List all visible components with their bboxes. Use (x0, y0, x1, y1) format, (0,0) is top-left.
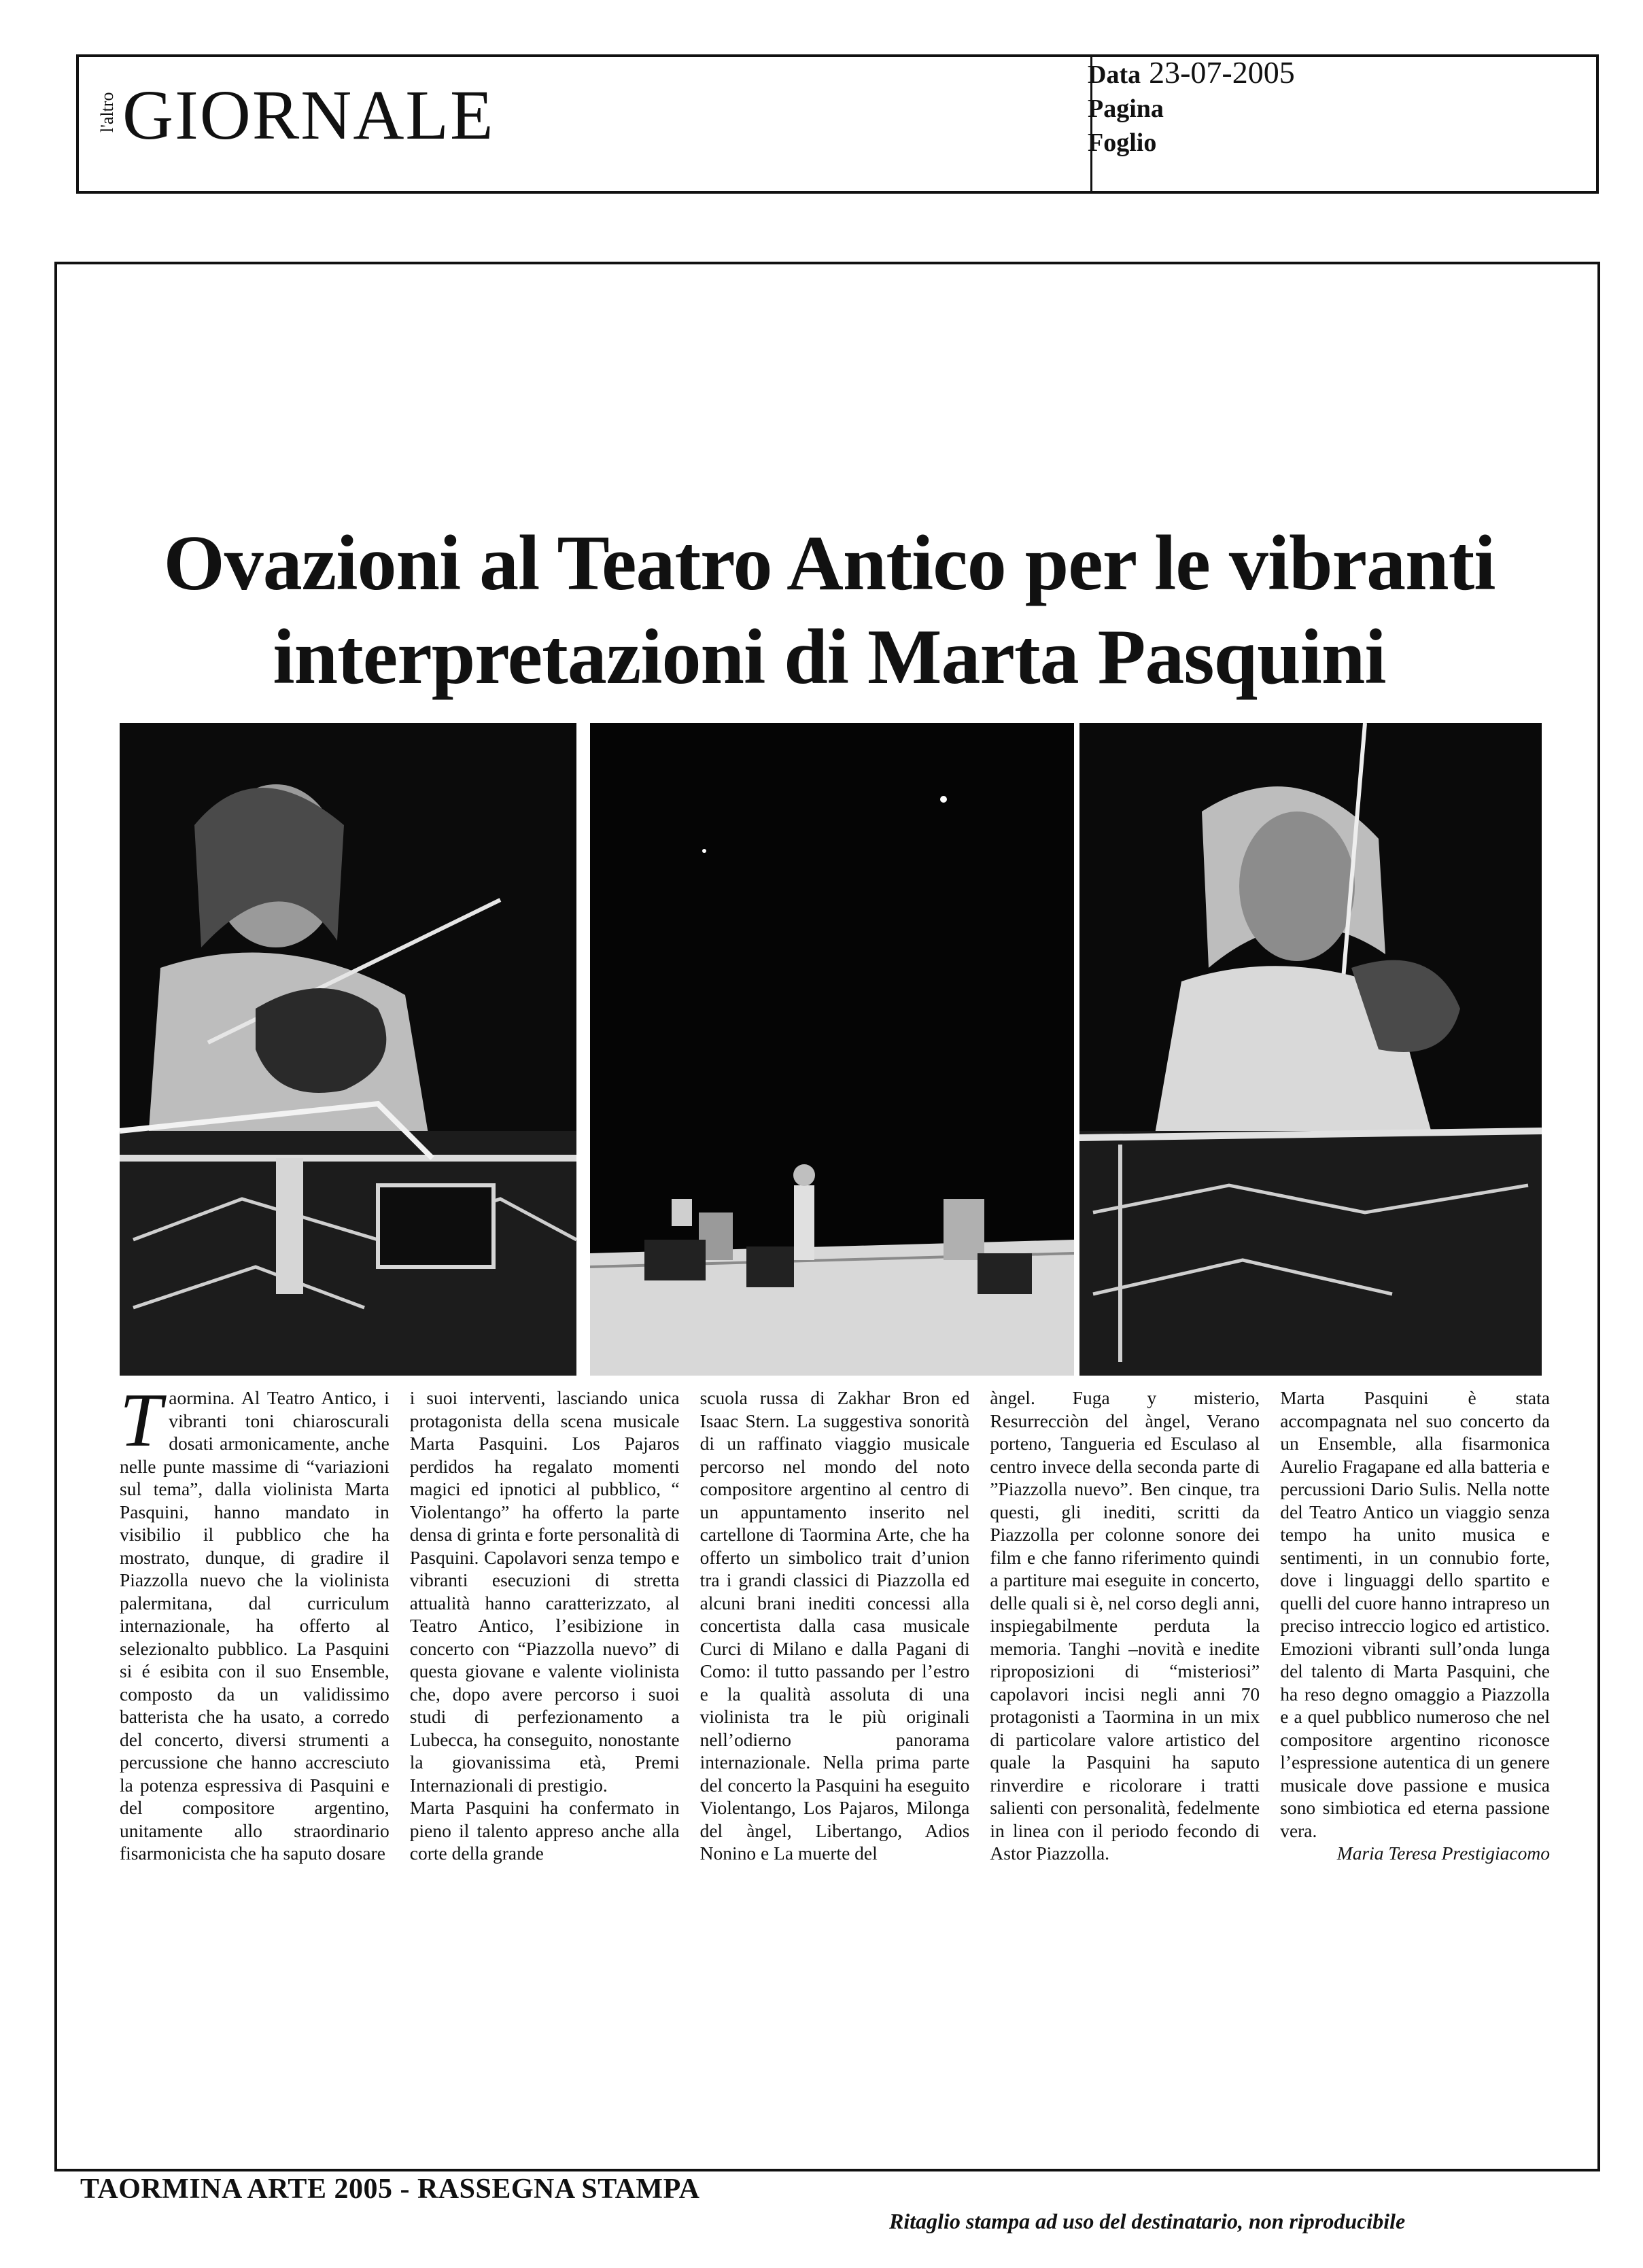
drop-cap: T (120, 1378, 162, 1463)
sheet-label: Foglio (1088, 128, 1157, 157)
column-2-tail: Marta Pasquini ha confermato in pieno il talento appreso anche alla corte della grande (409, 1797, 680, 1864)
column-5-text: Marta Pasquini è stata accompagnata nel suo concerto da un Ensemble, alla fisarmonica Aurelio Fragapane ed alla batteria e percussioni Dario Sulis. Nella notte del Teatro Antico un viaggio senza tempo ha unito musica e sentimenti, in un connubio forte, dove i linguaggi dello spartito e quelli del cuore hanno intrapreso un preciso intreccio logico ed artistico. Emozioni vibranti sull’onda lunga del talento di Marta Pasquini, che ha reso degno omaggio a Piazzolla e a quel pubblico numeroso che nel compositore argentino riconosce l’espressione autentica di un genere musicale dove passione e musica sono simbiotica ed eterna passione vera. (1280, 1387, 1550, 1841)
date-label: Data (1088, 60, 1141, 89)
violinist-photo-1 (120, 723, 576, 1376)
headline-line-2: interpretazioni di Marta Pasquini (273, 614, 1386, 701)
column-2-text: i suoi interventi, lasciando unica protagonista della scena musicale Marta Pasquini. Los Pajaros perdidos ha regalato momenti magici ed ipnotici al pubblico, “ Violentango” ha offerto la parte densa di grinta e forte personalità di Pasquini. Capolavori senza tempo e vibranti esecuzioni di stretta attualità hanno caratterizzato, al Teatro Antico, l’esibizione in concerto con “Piazzolla nuevo” di questa giovane e valente violinista che, dopo avere percorso i suoi studi di perfezionamento a Lubecca, ha conseguito, nonostante la giovanissima età, Premi Internazionali di prestigio. (409, 1387, 680, 1796)
photo-violinist-closeup-right (1079, 723, 1542, 1376)
header-meta (1088, 56, 1295, 160)
article-column-5 (1280, 1386, 1550, 2107)
photo-violinist-closeup-left (120, 723, 576, 1376)
article-column-2 (410, 1386, 680, 2107)
article-body (120, 1378, 1550, 2107)
photo-stage-wide-center (590, 723, 1074, 1376)
author-signature: Maria Teresa Prestigiacomo (1336, 1843, 1550, 1864)
stage-photo (590, 723, 1074, 1376)
column-4-text: àngel. Fuga y misterio, Resurrecciòn del àngel, Verano porteno, Tangueria ed Esculaso al centro invece della seconda parte di ”Piazzolla nuevo”. Ben cinque, tra questi, gli inediti, scritti da Piazzolla per colonne sonore dei film e che fanno riferimento quindi a partiture mai eseguite in concerto, delle quali si è, nel corso degli anni, inspiegabilmente perduta la memoria. Tanghi –novità e inedite riproposizioni di “misteriosi” capolavori incisi negli anni 70 protagonisti a Taormina in un mix di particolare valore artistico del quale la Pasquini ha saputo rinverdire e ricolorare i tratti salienti con personalità, fedelmente in linea con il periodo fecondo di Astor Piazzolla. (990, 1387, 1260, 1864)
column-3-text: scuola russa di Zakhar Bron ed Isaac Stern. La suggestiva sonorità di un raffinato viaggio musicale percorso nel mondo del noto compositore argentino al centro di un appuntamento inserito nel cartellone di Taormina Arte, che ha offerto un simbolico trait d’union tra i grandi classici di Piazzolla ed alcuni brani inediti concessi alla concertista dalla casa musicale Curci di Milano e dalla Pagani di Como: il tutto passando per l’estro e la qualità assoluta di una violinista tra le più originali nell’odierno panorama internazionale. Nella prima parte del concerto la Pasquini ha eseguito Violentango, Los Pajaros, Milonga del àngel, Libertango, Adios Nonino e La muerte del (699, 1387, 970, 1864)
headline-line-1: Ovazioni al Teatro Antico per le vibranti (163, 520, 1495, 607)
violinist-photo-2 (1079, 723, 1542, 1376)
masthead-prefix: l'altro (97, 92, 117, 133)
date-value: 23-07-2005 (1149, 55, 1295, 90)
page-label: Pagina (1088, 94, 1164, 123)
masthead-title: GIORNALE (122, 76, 495, 154)
column-1-text: aormina. Al Teatro Antico, i vibranti toni chiaroscurali dosati armonicamente, anche nelle punte massime di “variazioni sul tema”, dalla violinista Marta Pasquini, hanno mandato in visibilio il pubblico che ha mostrato, dunque, di gradire il Piazzolla nuevo che la violinista palermitana, dal curriculum internazionale, ha offerto al selezionalto pubblico. La Pasquini si é esibita con il suo Ensemble, composto da un validissimo batterista che ha usato, a corredo del concerto, diversi strumenti a percussione che hanno accresciuto la potenza espressiva di Pasquini e del compositore argentino, unitamente allo straordinario fisarmonicista che ha saputo dosare (120, 1387, 390, 1864)
footer-disclaimer: Ritaglio stampa ad uso del destinatario, non riproducibile (889, 2209, 1406, 2233)
article-column-4 (990, 1386, 1260, 2107)
headline (88, 517, 1570, 704)
footer-rassegna: TAORMINA ARTE 2005 - RASSEGNA STAMPA (80, 2174, 700, 2205)
article-column-3 (700, 1386, 970, 2107)
article-column-1 (120, 1378, 390, 2107)
